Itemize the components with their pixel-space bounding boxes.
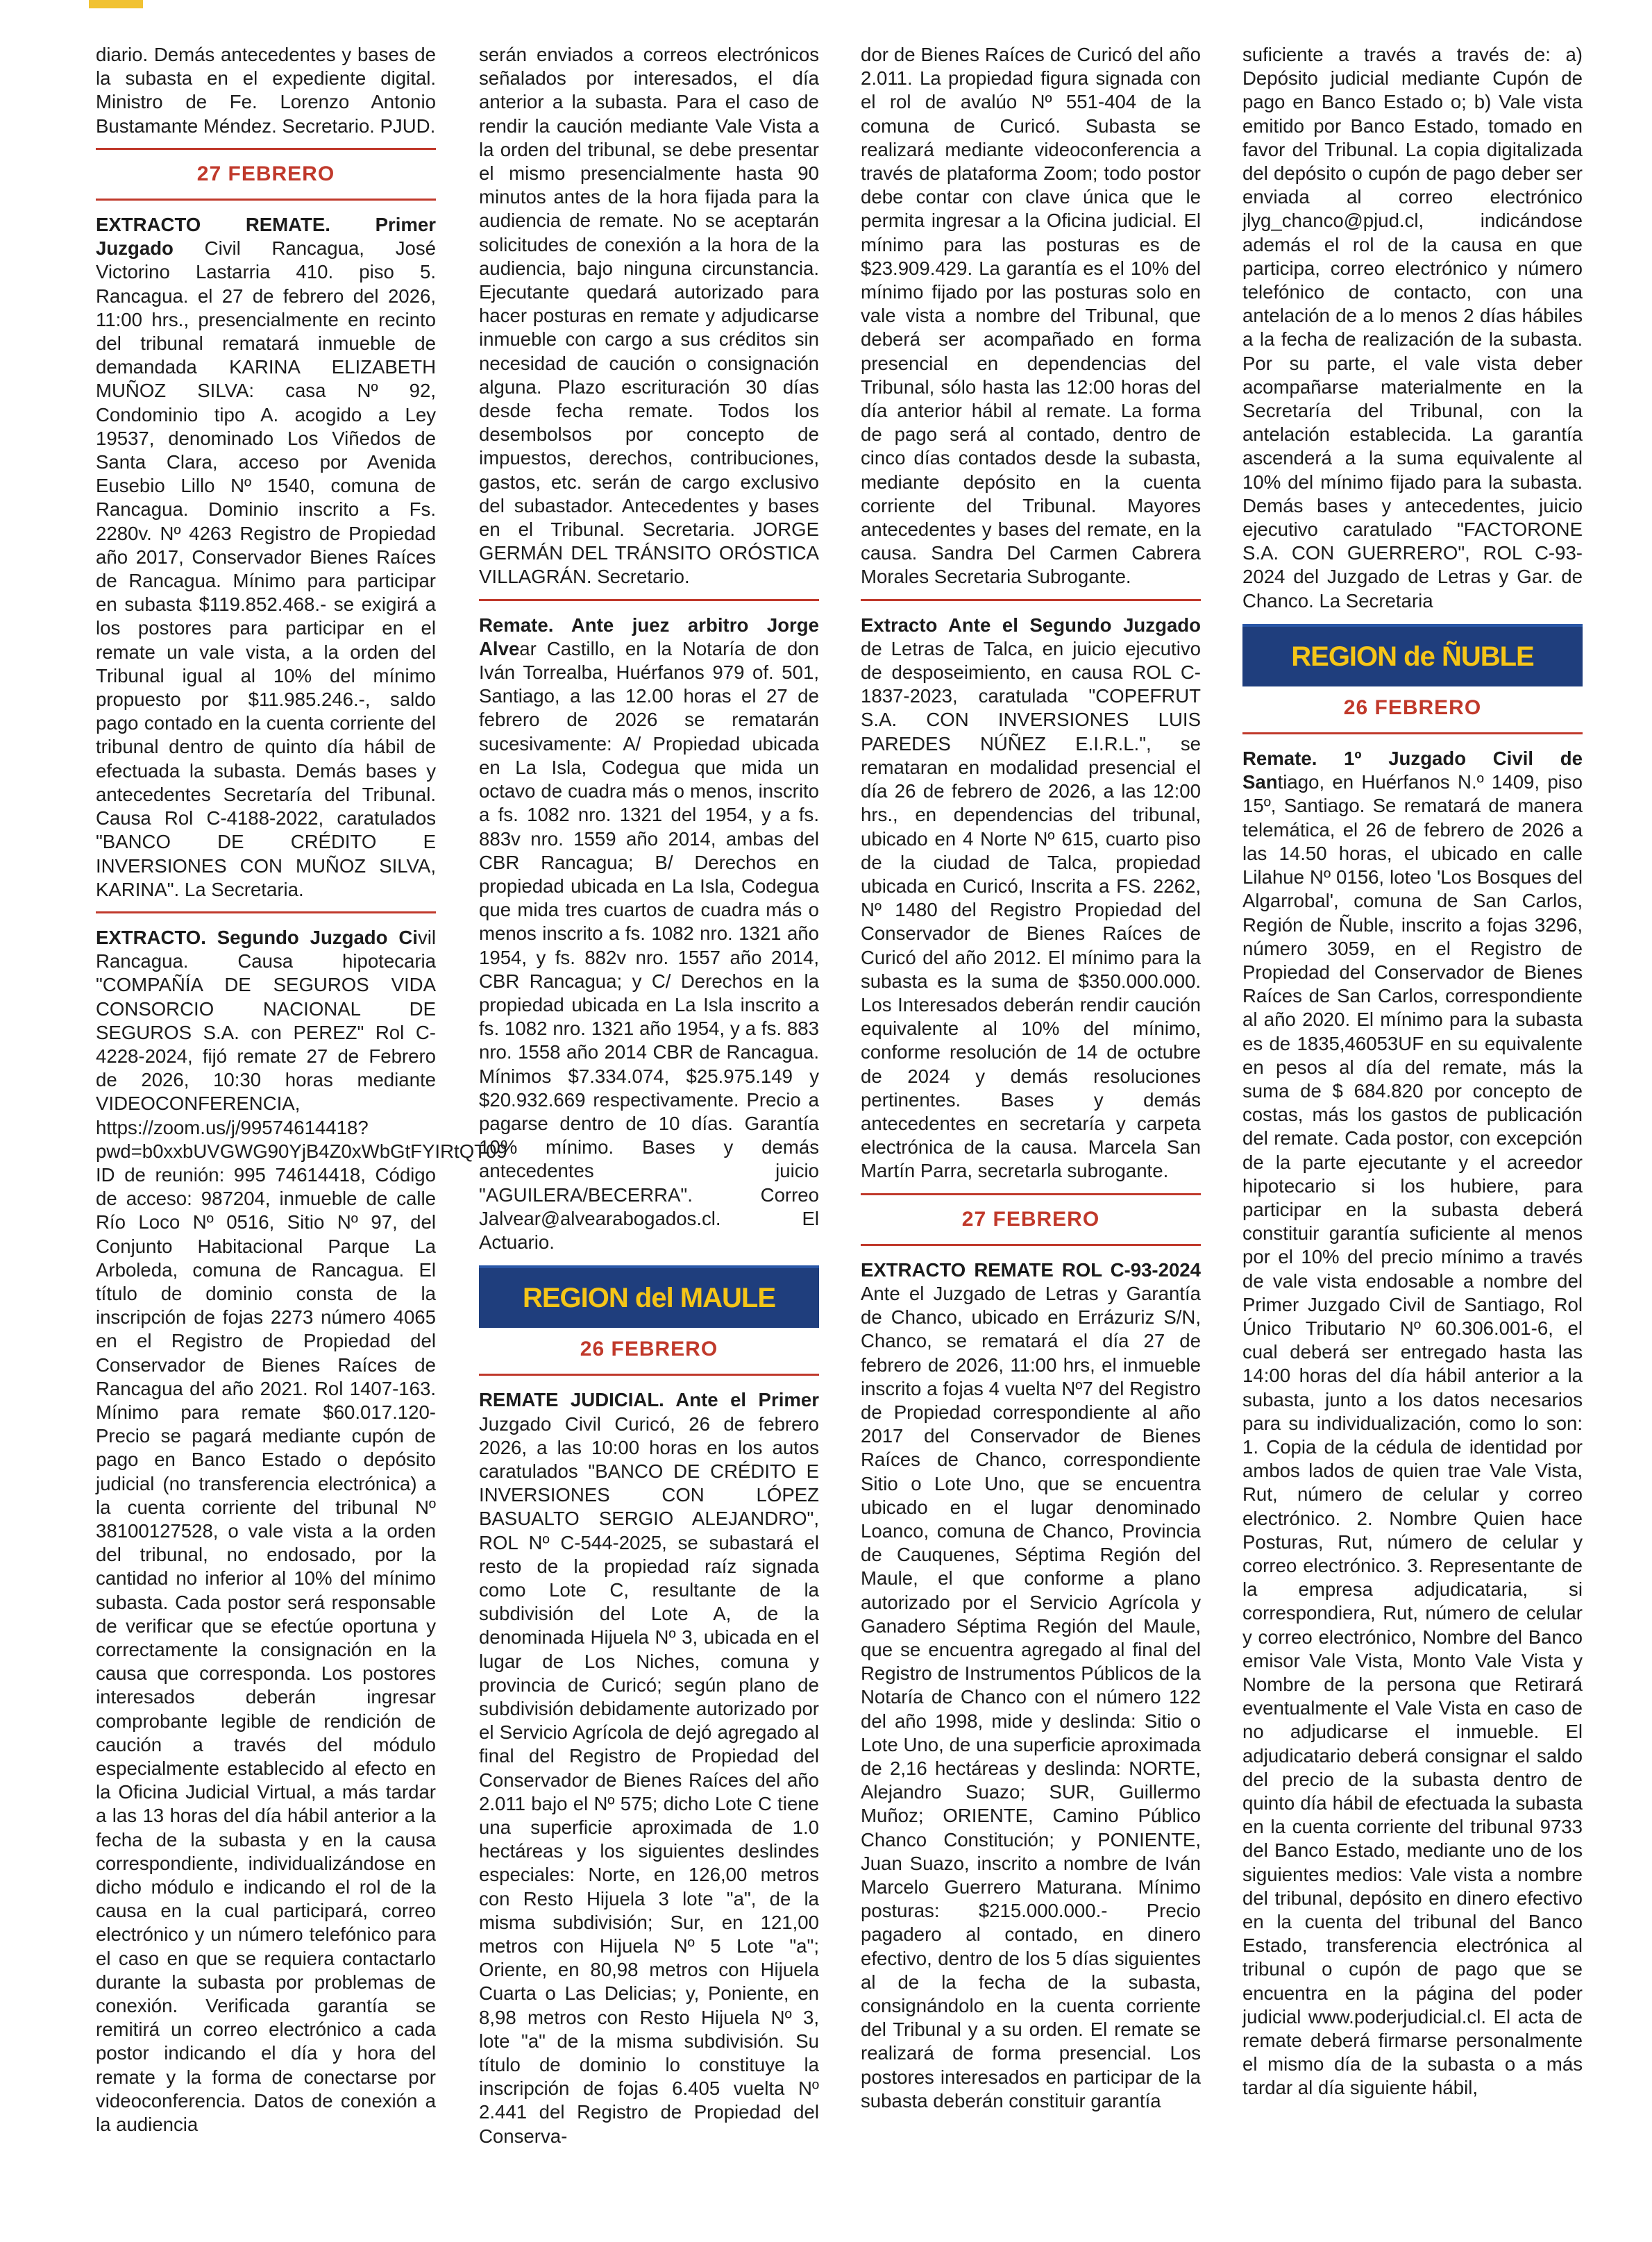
notice-title: EXTRACTO REMATE ROL C-93-2024	[861, 1258, 1201, 1281]
region-banner-maule: REGION del MAULE	[479, 1265, 819, 1328]
notice-rancagua-2	[96, 926, 507, 2136]
date-heading: 26 FEBRERO	[580, 1338, 718, 1361]
notice-arbitro	[479, 614, 819, 1254]
notice-body: Civil Rancagua, José Victorino Lastarria 410. piso 5. Rancagua. el 27 de febrero del 2026, 11:00 hrs., presencialmente en recinto del tribunal rematará inmueble de demandada KARINA ELIZABETH MUÑOZ SILVA: casa Nº 92, Condominio tipo A. acogido a Ley 19537, denominado Los Viñedos de Santa Clara, acceso por Avenida Eusebio Lillo Nº 1540, comuna de Rancagua. Dominio inscrito a Fs. 2280v. Nº 4263 Registro de Propiedad año 2017, Conservador Bienes Raíces de Rancagua. Mínimo para participar en subasta $119.852.468.- se exigirá a los postores para participar en el remate un vale vista, a la orden del Tribunal igual al 10% del mínimo propuesto por $11.985.246.-, saldo pago contado en la cuenta corriente del tribunal dentro de quinto día hábil de efectuada la subasta. Demás bases y antecedentes Secretaría del Tribunal. Causa Rol C-4188-2022, caratulados "BANCO DE CRÉDITO E INVERSIONES CON MUÑOZ SILVA, KARINA". La Secretaria.	[96, 237, 436, 900]
notice-continuation: suficiente a través a través de: a) Depósito judicial mediante Cupón de pago en Banco Estado o; b) Vale vista emitido por Banco Estado, tomado en favor del Tribunal. La copia digitalizada del depósito o cupón de pago deber ser enviada al correo electrónico jlyg_chanco@pjud.cl, indicándose además el rol de la causa en que participa, correo electrónico y número telefónico de contacto, con una antelación de a lo menos 2 días hábiles a la fecha de realización de la subasta. Por su parte, el vale vista deber acompañarse materialmente en la Secretaría del Tribunal, con la antelación establecida. La garantía ascenderá a la suma equivalente al 10% del mínimo fijado para la subasta. Demás bases y antecedentes, juicio ejecutivo caratulado "FACTORONE S.A. CON GUERRERO", ROL C-93-2024 del Juzgado de Letras y Gar. de Chanco. La Secretaria	[1242, 44, 1583, 612]
notice-talca	[861, 614, 1201, 1183]
notice-santiago	[1242, 747, 1583, 2100]
date-heading: 27 FEBRERO	[961, 1207, 1100, 1231]
region-banner-nuble: REGION de ÑUBLE	[1242, 624, 1583, 686]
notice-body: ar Castillo, en la Notaría de don Iván Torrealba, Huérfanos 979 of. 501, Santiago, a las 12.00 horas el 27 de febrero de 2026 se rematarán sucesivamente: A/ Propiedad ubicada en La Isla, Codegua que mida un octavo de cuadra más o menos, inscrito a fs. 1082 nro. 1321 del 1954, y a fs. 883v nro. 1559 año 2014, ambas del CBR Rancagua; B/ Derechos en propiedad ubicada en La Isla, Codegua que mida tres cuartos de cuadra más o menos inscrito a fs. 1082 nro. 1321 año 1954, y fs. 882v nro. 1557 año 2014, CBR Rancagua; y C/ Derechos en la propiedad ubicada en La Isla inscrito a fs. 1082 nro. 1321 año 1954, y a fs. 883 nro. 1558 año 2014 CBR de Rancagua. Mínimos $7.334.074, $25.975.149 y $20.932.669 respectivamente. Precio a pagarse dentro de 10 días. Garantía 10% mínimo. Bases y demás antecedentes juicio "AGUILERA/BECERRA". Correo Jalvear@alvearabogados.cl. El Actuario.	[479, 637, 819, 1253]
notice-continuation: diario. Demás antecedentes y bases de la subasta en el expediente digital. Ministro de Fe. Lorenzo Antonio Bustamante Méndez. Secretario. PJUD.	[96, 44, 436, 137]
notice-title: REMATE JUDICIAL. Ante el Primer	[479, 1389, 819, 1411]
column-3	[861, 43, 1201, 2236]
divider	[479, 1374, 819, 1376]
notice-continuation: serán enviados a correos electrónicos señalados por interesados, el día anterior a la subasta. Para el caso de rendir la caución mediante Vale Vista a la orden del tribunal, se debe presentar el mismo presencialmente hasta 90 minutos antes de la hora fijada para la audiencia de remate. No se aceptarán solicitudes de conexión a la hora de la audiencia, bajo ninguna circunstancia. Ejecutante quedará autorizado para hacer posturas en remate y adjudicarse inmueble con cargo a sus créditos sin necesidad de caución o consignación alguna. Plazo escrituración 30 días desde fecha remate. Todos los desembolsos por concepto de impuestos, derechos, contribuciones, gastos, etc. serán de cargo exclusivo del subastador. Antecedentes y bases en el Tribunal. Secretaria. JORGE GERMÁN DEL TRÁNSITO ORÓSTICA VILLAGRÁN. Secretario.	[479, 44, 819, 588]
notice-chanco	[861, 1258, 1201, 2113]
notice-continuation: dor de Bienes Raíces de Curicó del año 2.011. La propiedad figura signada con el rol de avalúo Nº 551-404 de la comuna de Curicó. Subasta se realizará mediante videoconferencia a través de plataforma Zoom; todo postor debe contar con clave única que le permita ingresar a la Oficina judicial. El mínimo para las posturas es de $23.909.429. La garantía es el 10% del mínimo fijado por las posturas solo en vale vista a nombre del Tribunal, que deberá ser acompañado en forma presencial en dependencias del Tribunal, sólo hasta las 12:00 horas del día anterior hábil al remate. La forma de pago será al contado, dentro de cinco días contados desde la subasta, mediante depósito en la cuenta corriente del Tribunal. Mayores antecedentes y bases del remate, en la causa. Sandra Del Carmen Cabrera Morales Secretaria Subrogante.	[861, 44, 1201, 588]
divider	[861, 1244, 1201, 1246]
notice-body: Juzgado Civil Curicó, 26 de febrero 2026, a las 10:00 horas en los autos caratulados "BANCO DE CRÉDITO E INVERSIONES CON LÓPEZ BASUALTO SERGIO ALEJANDRO", ROL Nº C-544-2025, se subastará el resto de la propiedad raíz signada como Lote C, resultante de la subdivisión del Lote A, de la denominada Hijuela Nº 3, ubicada en el lugar de Los Niches, comuna y provincia de Curicó; según plano de subdivisión debidamente autorizado por el Servicio Agrícola de dejó agregado al final del Registro de Propiedad del Conservador de Bienes Raíces del año 2.011 bajo el Nº 575; dicho Lote C tiene una superficie aproximada de 1.0 hectáreas y los siguientes deslindes especiales: Norte, en 126,00 metros con Resto Hijuela 3 lote "a", de la misma subdivisión; Sur, en 121,00 metros con Hijuela Nº 5 Lote "a"; Oriente, en 80,98 metros con Hijuela Cuarta o Las Delicias; y, Poniente, en 8,98 metros con Resto Hijuela Nº 3, lote "a" de la misma subdivisión. Su título de dominio lo constituye la inscripción de fojas 6.405 vuelta Nº 2.441 del Registro de Propiedad del Conserva-	[479, 1413, 819, 2147]
notice-title: Remate. Ante juez arbitro Jorge Alve	[479, 614, 819, 659]
top-tab-marker	[89, 0, 143, 8]
divider	[861, 1193, 1201, 1195]
divider	[479, 599, 819, 601]
column-4	[1242, 43, 1583, 2236]
divider	[96, 199, 436, 201]
notice-body: Ante el Juzgado de Letras y Garantía de Chanco, ubicado en Errázuriz S/N, Chanco, se rematará el día 27 de febrero de 2026, 11:00 hrs, el inmueble inscrito a fojas 4 vuelta Nº7 del Registro de Propiedad correspondiente al año 2017 del Conservador de Bienes Raíces de Chanco, correspondiente Sitio o Lote Uno, que se encuentra ubicado en el lugar denominado Loanco, comuna de Chanco, Provincia de Cauquenes, Séptima Región del Maule, el que conforme a plano autorizado por el Servicio Agrícola y Ganadero Séptima Región del Maule, que se encuentra agregado al final del Registro de Instrumentos Públicos de la Notaría de Chanco con el número 122 del año 1998, mide y deslinda: Sitio o Lote Uno, de una superficie aproximada de 2,16 hectáreas y deslinda: NORTE, Alejandro Suazo; SUR, Guillermo Muñoz; ORIENTE, Camino Público Chanco Constitución; y PONIENTE, Juan Suazo, inscrito a nombre de Iván Marcelo Guerrero Maturana. Mínimo posturas: $215.000.000.- Precio pagadero al contado, en dinero efectivo, dentro de los 5 días siguientes al de la fecha de la subasta, consignándolo en la cuenta corriente del Tribunal y a su orden. El remate se realizará de forma presencial. Los postores interesados en participar de la subasta deberán constituir garantía	[861, 1282, 1201, 2112]
column-1	[96, 43, 507, 2236]
notice-title: EXTRACTO. Segundo Juzgado Ci	[96, 926, 418, 948]
date-heading: 26 FEBRERO	[1343, 696, 1482, 719]
notice-title: Extracto Ante el Segundo Juzgado	[861, 614, 1201, 636]
notice-title: Remate. 1º Juzgado Civil de San	[1242, 748, 1583, 793]
notice-curico	[479, 1388, 819, 2148]
divider	[96, 911, 436, 913]
notice-title: EXTRACTO REMATE. Primer Juzgado	[96, 214, 436, 260]
notice-rancagua-1	[96, 213, 436, 902]
notice-body: vil Rancagua. Causa hipotecaria "COMPAÑÍA DE SEGUROS VIDA CONSORCIO NACIONAL DE SEGUROS S.A. con PEREZ" Rol C-4228-2024, fijó remate 27 de Febrero de 2026, 10:30 horas mediante VIDEOCONFERENCIA, https://zoom.us/j/99574614418?pwd=b0xxbUVGWG90YjB4Z0xWbGtFYIRtQT09 ID de reunión: 995 74614418, Código de acceso: 987204, inmueble de calle Río Loco Nº 0516, Sitio Nº 97, del Conjunto Habitacional Parque La Arboleda, comuna de Rancagua. El título de dominio consta de la inscripción de fojas 2273 número 4065 en el Registro de Propiedad del Conservador de Bienes Raíces de Rancagua del año 2021. Rol 1407-163. Mínimo para remate $60.017.120- Precio se pagará mediante cupón de pago en Banco Estado o depósito judicial (no transferencia electrónica) a la cuenta corriente del tribunal Nº 38100127528, o vale vista a la orden del tribunal, no endosado, por la cantidad no inferior al 10% del mínimo subasta. Cada postor será responsable de verificar que se efectúe oportuna y correctamente la consignación en la causa que corresponda. Los postores interesados deberán ingresar comprobante legible de rendición de caución a través del módulo especialmente establecido al efecto en la Oficina Judicial Virtual, a más tardar a las 13 horas del día hábil anterior a la fecha de la subasta y en la causa correspondiente, individualizándose en dicho módulo e indicando el rol de la causa en la cual participará, correo electrónico y un número telefónico para el caso en que se requiera contactarlo durante la subasta por problemas de conexión. Verificada garantía se remitirá un correo electrónico a cada postor indicando el día y hora del remate y la forma de conectarse por videoconferencia. Datos de conexión a la audiencia	[96, 926, 507, 2136]
divider	[96, 148, 436, 150]
divider	[1242, 732, 1583, 734]
divider	[861, 599, 1201, 601]
date-heading: 27 FEBRERO	[196, 162, 335, 185]
column-2	[479, 43, 819, 2236]
notice-body: tiago, en Huérfanos N.º 1409, piso 15º, Santiago. Se rematará de manera telemática, el 26 de febrero de 2026 a las 14.50 horas, el ubicado en calle Lilahue Nº 0156, loteo 'Los Bosques del Algarrobal', comuna de San Carlos, Región de Ñuble, inscrito a fojas 3296, número 3059, en el Registro de Propiedad del Conservador de Bienes Raíces de San Carlos, correspondiente al año 2020. El mínimo para la subasta es de 1835,46053UF en su equivalente en pesos al día del remate, más la suma de $ 684.820 por concepto de costas, más los gastos de publicación del remate. Cada postor, con excepción de la parte ejecutante y el acreedor hipotecario si los hubiere, para participar en la subasta deberá constituir garantía suficiente al menos por el 10% del precio mínimo a través de vale vista endosable a nombre del Primer Juzgado Civil de Santiago, Rol Único Tributario Nº 60.306.001-6, el cual deberá ser entregado hasta las 14:00 horas del día hábil anterior a la subasta, junto a los datos necesarios para su individualización, como lo son: 1. Copia de la cédula de identidad por ambos lados de quien trae Vale Vista, Rut, número de celular y correo electrónico. 2. Nombre Quien hace Posturas, Rut, número de celular y correo electrónico. 3. Representante de la empresa adjudicataria, si correspondiera, Rut, número de celular y correo electrónico, Nombre del Banco emisor Vale Vista, Monto Vale Vista y Nombre de la persona que Retirará eventualmente el Vale Vista en caso de no adjudicarse el inmueble. El adjudicatario deberá consignar el saldo del precio de la subasta dentro de quinto día hábil de efectuada la subasta en la cuenta corriente del tribunal 9733 del Banco Estado, mediante uno de los siguientes medios: Vale vista a nombre del tribunal, depósito en dinero efectivo en la cuenta del tribunal del Banco Estado, transferencia electrónica al tribunal o cupón de pago que se encuentra en la página del poder judicial www.poderjudicial.cl. El acta de remate deberá firmarse personalmente el mismo día de la subasta o a más tardar al día siguiente hábil,	[1242, 771, 1583, 2099]
notice-body: de Letras de Talca, en juicio ejecutivo de desposeimiento, en causa ROL C-1837-2023, caratulada "COPEFRUT S.A. CON INVERSIONES LUIS PAREDES NÚÑEZ E.I.R.L.", se remataran en modalidad presencial el día 26 de febrero de 2026, a las 12:00 hrs., en dependencias del tribunal, ubicado en 4 Norte Nº 615, cuarto piso de la ciudad de Talca, propiedad ubicada en Curicó, Inscrita a FS. 2262, Nº 1480 del Registro Propiedad del Conservador de Bienes Raíces de Curicó del año 2012. El mínimo para la subasta es la suma de $350.000.000. Los Interesados deberán rendir caución equivalente al 10% del mínimo, conforme resolución de 14 de octubre de 2024 y demás resoluciones pertinentes. Bases y demás antecedentes en secretaría y carpeta electrónica de la causa. Marcela San Martín Parra, secretarla subrogante.	[861, 637, 1201, 1182]
